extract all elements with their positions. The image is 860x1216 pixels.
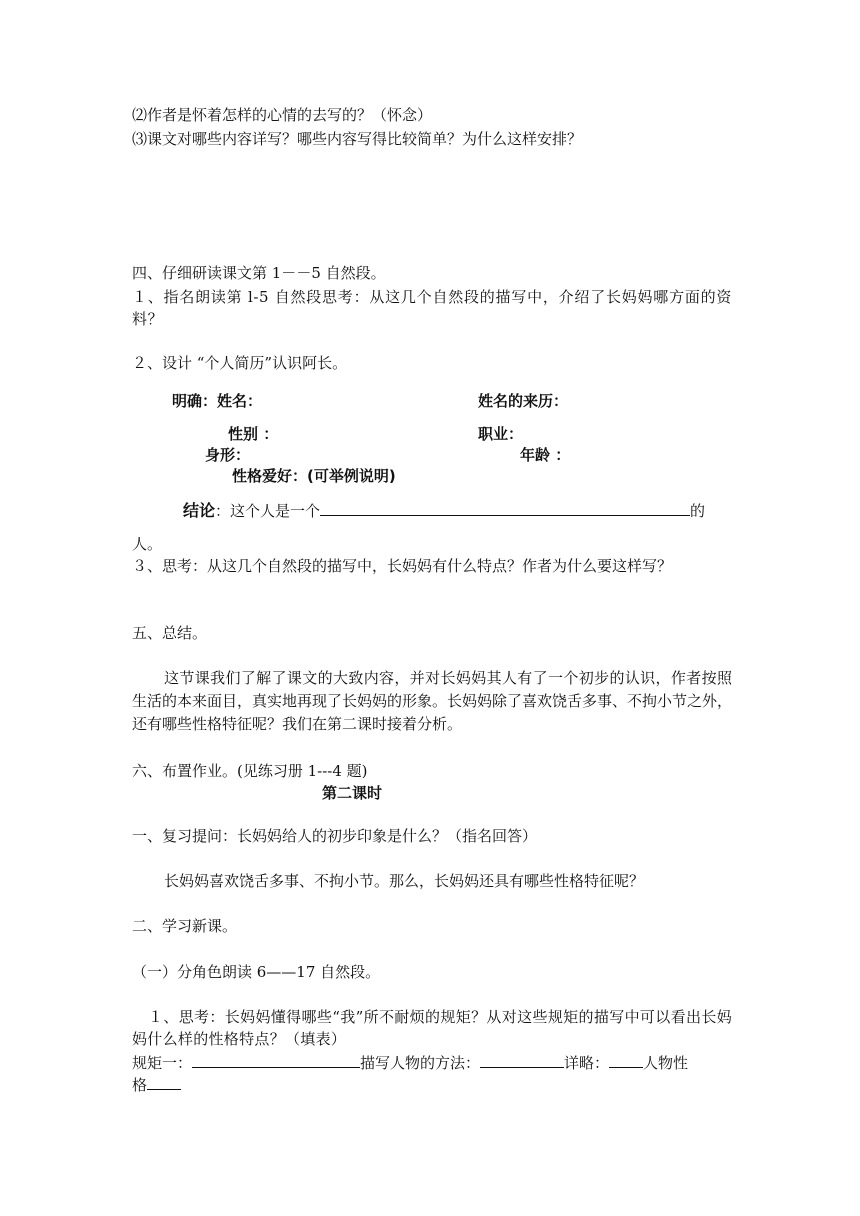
conclusion-wrap: 人。 [132, 535, 163, 553]
section-4-title: 四、仔细研读课文第 1－－5 自然段。 [132, 264, 386, 282]
conclusion-label: 结论 [183, 501, 216, 520]
rule-1-blank[interactable] [192, 1053, 360, 1068]
detail-label: 详略： [564, 1054, 610, 1072]
resume-personality: 性格爱好：(可举例说明) [232, 467, 396, 485]
rule-1-line [132, 1052, 688, 1074]
review-question: 一、复习提问：长妈妈给人的初步印象是什么？（指名回答） [132, 827, 538, 845]
conclusion-line [183, 500, 705, 522]
lesson-2-title: 第二课时 [322, 784, 383, 802]
new-lesson-title: 二、学习新课。 [132, 917, 238, 935]
detail-blank[interactable] [609, 1053, 643, 1068]
resume-mingque-name: 明确：姓名： [172, 392, 263, 410]
section-4-item-3: ３、思考：从这几个自然段的描写中，长妈妈有什么特点？作者为什么要这样写？ [132, 557, 673, 575]
rule-1-label: 规矩一： [132, 1054, 193, 1072]
think-1: １、思考：长妈妈懂得哪些“我”所不耐烦的规矩？从对这些规矩的描写中可以看出长妈妈什么样的性格特点？（填表） [132, 1008, 732, 1048]
trait-label-b: 格 [132, 1076, 148, 1094]
section-5-title: 五、总结。 [132, 624, 208, 642]
resume-age: 年龄 ： [520, 446, 571, 464]
method-label: 描写人物的方法： [360, 1054, 481, 1072]
conclusion-text: ：这个人是一个 [215, 502, 321, 520]
conclusion-blank[interactable] [320, 501, 690, 516]
section-4-item-1: １、指名朗读第 l-5 自然段思考：从这几个自然段的描写中，介绍了长妈妈哪方面的资料？ [132, 288, 732, 328]
resume-job: 职业： [478, 425, 524, 443]
resume-body: 身形： [205, 446, 251, 464]
trait-line [132, 1074, 181, 1096]
question-2: ⑵作者是怀着怎样的心情的去写的？（怀念） [132, 106, 433, 124]
resume-gender: 性别 ： [228, 425, 279, 443]
review-answer: 长妈妈喜欢饶舌多事、不拘小节。那么，长妈妈还具有哪些性格特征呢？ [164, 872, 645, 890]
method-blank[interactable] [480, 1053, 564, 1068]
section-6-title: 六、布置作业。(见练习册 1---4 题) [132, 762, 368, 780]
section-5-body: 这节课我们了解了课文的大致内容，并对长妈妈其人有了一个初步的认识，作者按照生活的本来面目，真实地再现了长妈妈的形象。长妈妈除了喜欢饶舌多事、不拘小节之外，还有哪些性格特征呢？我们在第二课时接着分析。 [132, 669, 733, 733]
section-4-item-2: ２、设计 “个人简历”认识阿长。 [132, 354, 348, 372]
resume-name-origin: 姓名的来历： [478, 392, 569, 410]
part-1-title: （一）分角色朗读 6——17 自然段。 [132, 963, 381, 981]
conclusion-end: 的 [690, 502, 706, 520]
trait-blank[interactable] [147, 1075, 181, 1090]
trait-label-a: 人物性 [643, 1054, 689, 1072]
question-3: ⑶课文对哪些内容详写？哪些内容写得比较简单？为什么这样安排？ [132, 130, 583, 148]
